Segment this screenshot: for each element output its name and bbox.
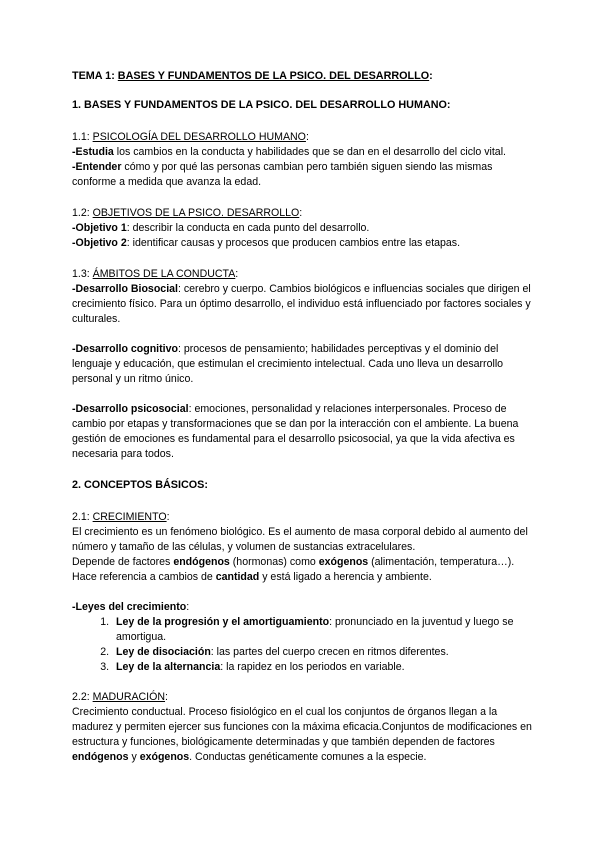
section-1-heading: 1. BASES Y FUNDAMENTOS DE LA PSICO. DEL DESARROLLO HUMANO:	[72, 99, 451, 111]
subsection-title: OBJETIVOS DE LA PSICO. DESARROLLO	[92, 207, 300, 219]
paragraph: Crecimiento conductual. Proceso fisiológico en el cual los conjuntos de órganos llegan a la madurez y permiten ejercer sus funciones con la máxima eficacia.Conjuntos de modificaciones en estructura y funciones, biológicamente determinadas y que también dependen de factores endógenos y exógenos. Conductas genéticamente comunes a la especie.	[72, 706, 532, 763]
spacer	[72, 462, 532, 478]
subsection-title: CRECIMIENTO	[92, 511, 167, 523]
paragraph: -Desarrollo cognitivo: procesos de pensamiento; habilidades perceptivas y el dominio del lenguaje y educación, que estimulan el crecimiento intelectual. Cada uno lleva un desarrollo personal y un ritmo único.	[72, 343, 504, 385]
title-prefix: TEMA 1:	[72, 70, 118, 82]
laws-list	[72, 615, 532, 675]
laws-heading: -Leyes del crecimiento:	[72, 601, 190, 613]
title-suffix: :	[429, 70, 433, 82]
paragraph: El crecimiento es un fenómeno biológico. Es el aumento de masa corporal debido al aumento del número y tamaño de las células, y volumen de sustancias extracelulares.	[72, 526, 528, 553]
subsection-1-3-heading: 1.3: ÁMBITOS DE LA CONDUCTA:	[72, 268, 239, 280]
subsection-title: ÁMBITOS DE LA CONDUCTA	[92, 268, 236, 280]
document-page	[72, 69, 532, 765]
section-2-heading: 2. CONCEPTOS BÁSICOS:	[72, 479, 208, 491]
spacer	[72, 327, 532, 342]
paragraph: -Objetivo 2: identificar causas y procesos que producen cambios entre las etapas.	[72, 237, 461, 249]
title-underlined: BASES Y FUNDAMENTOS DE LA PSICO. DEL DESARROLLO	[117, 70, 430, 82]
paragraph: -Entender cómo y por qué las personas cambian pero también siguen siendo las mismas conforme a medida que avanza la edad.	[72, 161, 493, 188]
subsection-2-2-heading: 2.2: MADURACIÓN:	[72, 691, 168, 703]
spacer	[72, 387, 532, 402]
paragraph: Depende de factores endógenos (hormonas) como exógenos (alimentación, temperatura…).	[72, 556, 515, 568]
subsection-1-1-heading: 1.1: PSICOLOGÍA DEL DESARROLLO HUMANO:	[72, 131, 309, 143]
paragraph: -Estudia los cambios en la conducta y habilidades que se dan en el desarrollo del ciclo vital.	[72, 146, 506, 158]
subsection-1-2-heading: 1.2: OBJETIVOS DE LA PSICO. DESARROLLO:	[72, 207, 303, 219]
list-item: 2. Ley de disociación: las partes del cuerpo crecen en ritmos diferentes.	[112, 645, 532, 660]
spacer	[72, 585, 532, 600]
paragraph: -Objetivo 1: describir la conducta en cada punto del desarrollo.	[72, 222, 370, 234]
subsection-title: MADURACIÓN	[92, 691, 166, 703]
paragraph: -Desarrollo Biosocial: cerebro y cuerpo. Cambios biológicos e influencias sociales que dirigen el crecimiento físico. Para un óptimo desarrollo, el individuo está influenciado por factores sociales y culturales.	[72, 283, 531, 325]
document-title	[72, 69, 532, 84]
paragraph: -Desarrollo psicosocial: emociones, personalidad y relaciones interpersonales. Proceso de cambio por etapas y transformaciones que se dan por la interacción con el ambiente. La buena gestión de emociones es fundamental para el desarrollo psicosocial, ya que la vida afectiva es necesaria para todos.	[72, 403, 519, 460]
spacer	[72, 251, 532, 267]
list-item: 3. Ley de la alternancia: la rapidez en los periodos en variable.	[112, 660, 532, 675]
subsection-2-1-heading: 2.1: CRECIMIENTO:	[72, 511, 170, 523]
subsection-title: PSICOLOGÍA DEL DESARROLLO HUMANO	[92, 131, 306, 143]
paragraph: Hace referencia a cambios de cantidad y está ligado a herencia y ambiente.	[72, 571, 432, 583]
spacer	[72, 190, 532, 206]
list-item: 1. Ley de la progresión y el amortiguamiento: pronunciado en la juventud y luego se amortigua.	[112, 615, 532, 645]
spacer	[72, 675, 532, 690]
